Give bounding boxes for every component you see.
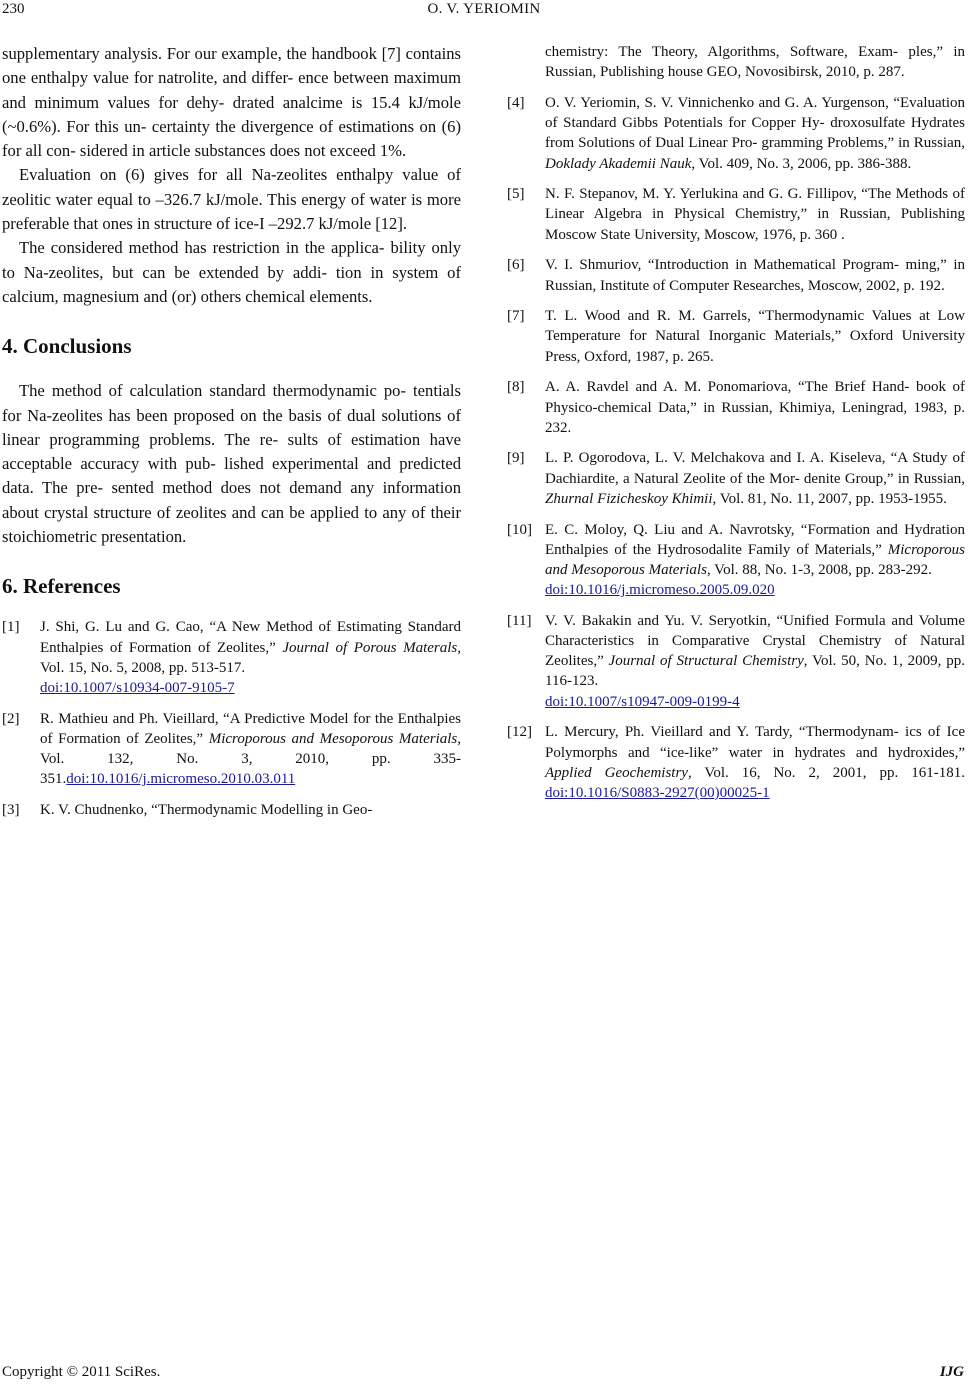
section-heading-references: 6. References	[2, 574, 121, 599]
right-column	[507, 42, 965, 814]
doi-link[interactable]: doi:10.1016/S0883-2927(00)00025-1	[545, 785, 770, 801]
page-number: 230	[2, 1, 25, 17]
reference-11	[507, 611, 965, 712]
reference-text: K. V. Chudnenko, “Thermodynamic Modelling in Geo-	[40, 801, 373, 818]
reference-2	[2, 709, 461, 790]
reference-9	[507, 448, 965, 509]
section-heading-conclusions: 4. Conclusions	[2, 334, 132, 359]
journal-title: Journal of Structural Chemistry	[608, 653, 804, 670]
reference-number: [1]	[2, 619, 20, 636]
journal-abbreviation: IJG	[939, 1364, 964, 1380]
paragraph-restriction: The considered method has restriction in the applica- bility only to Na-zeolites, but can be extended by addi- tion in system of calcium, magnesium and (or) others chemical elements.	[2, 238, 461, 306]
left-column	[2, 42, 461, 831]
reference-number: [3]	[2, 801, 20, 818]
journal-title: Zhurnal Fizicheskoy Khimii	[545, 490, 713, 507]
reference-number: [6]	[507, 257, 525, 274]
running-header-author: O. V. YERIOMIN	[427, 1, 541, 17]
reference-10	[507, 520, 965, 601]
reference-number: [12]	[507, 724, 532, 741]
reference-1	[2, 617, 461, 698]
reference-text: V. V. Bakakin and Yu. V. Seryotkin, “Unified Formula and Volume Characteristics in Comparative Crystal Chemistry of Natural Zeolites,” Journal of Structural Chemistry, Vol. 50, No. 1, 2009, pp. 116-123. doi:10.1007/s10947-009-0199-4	[545, 612, 965, 710]
reference-number: [7]	[507, 308, 525, 325]
reference-text: L. P. Ogorodova, L. V. Melchakova and I. A. Kiseleva, “A Study of Dachiardite, a Natural Zeolite of the Mor- denite Group,” in Russian, Zhurnal Fizicheskoy Khimii, Vol. 81, No. 11, 2007, pp. 1953-1955.	[545, 450, 965, 507]
reference-text: E. C. Moloy, Q. Liu and A. Navrotsky, “Formation and Hydration Enthalpies of the Hydrosodalite Family of Materials,” Microporous and Mesoporous Materials, Vol. 88, No. 1-3, 2008, pp. 283-292. doi:10.1016/j.micromeso.2005.09.020	[545, 521, 965, 599]
reference-text: R. Mathieu and Ph. Vieillard, “A Predictive Model for the Enthalpies of Formation of Zeolites,” Microporous and Mesoporous Materials, Vol. 132, No. 3, 2010, pp. 335-351.doi:10.1016/j.micromeso.2010.03.011	[40, 710, 461, 788]
reference-3-continuation: chemistry: The Theory, Algorithms, Software, Exam- ples,” in Russian, Publishing house GEO, Novosibirsk, 2010, p. 287.	[545, 44, 965, 81]
journal-title: Journal of Porous Materals	[282, 639, 458, 656]
reference-8	[507, 377, 965, 438]
reference-text: N. F. Stepanov, M. Y. Yerlukina and G. G. Fillipov, “The Methods of Linear Algebra in Physical Chemistry,” in Russian, Publishing Moscow State University, Moscow, 1976, p. 360 .	[545, 186, 965, 243]
reference-text: J. Shi, G. Lu and G. Cao, “A New Method of Estimating Standard Enthalpies of Formation of Zeolites,” Journal of Porous Materals, Vol. 15, No. 5, 2008, pp. 513-517. doi:10.1007/s10934-007-9105-7	[40, 619, 461, 696]
copyright-notice: Copyright © 2011 SciRes.	[2, 1364, 161, 1380]
paragraph-evaluation: Evaluation on (6) gives for all Na-zeolites enthalpy value of zeolitic water equal to –326.7 kJ/mole. This energy of water is more preferable that ones in structure of ice-I –292.7 kJ/mole [12].	[2, 165, 461, 234]
reference-number: [8]	[507, 379, 525, 396]
paragraph-analysis: supplementary analysis. For our example, the handbook [7] contains one enthalpy value for natrolite, and differ- ence between maximum and minimum values for dehy- drated analcime is 15.4 kJ/mole (~0.6%). For this un- certainty the divergence of estimations on (6) for all con- sidered in article substances does not exceed 1%.	[2, 44, 461, 161]
doi-link[interactable]: doi:10.1007/s10947-009-0199-4	[545, 693, 740, 710]
doi-link[interactable]: doi:10.1016/j.micromeso.2005.09.020	[545, 582, 775, 599]
journal-title: Microporous and Mesoporous Materials	[208, 730, 458, 747]
reference-text: T. L. Wood and R. M. Garrels, “Thermodynamic Values at Low Temperature for Natural Inorganic Materials,” Oxford University Press, Oxford, 1987, p. 265.	[545, 308, 965, 365]
reference-number: [2]	[2, 710, 20, 727]
journal-title: Applied Geochemistry	[545, 764, 688, 781]
reference-number: [10]	[507, 521, 532, 538]
reference-5	[507, 184, 965, 245]
reference-number: [4]	[507, 94, 525, 111]
reference-text: V. I. Shmuriov, “Introduction in Mathematical Program- ming,” in Russian, Institute of Computer Researches, Moscow, 2002, p. 192.	[545, 257, 965, 294]
reference-6	[507, 255, 965, 295]
doi-link[interactable]: doi:10.1016/j.micromeso.2010.03.011	[66, 771, 296, 788]
reference-text: A. A. Ravdel and A. M. Ponomariova, “The Brief Hand- book of Physico-chemical Data,” in Russian, Khimiya, Leningrad, 1983, p. 232.	[545, 379, 965, 436]
reference-number: [11]	[507, 612, 532, 629]
journal-title: Doklady Akademii Nauk	[545, 155, 692, 172]
reference-text: O. V. Yeriomin, S. V. Vinnichenko and G. A. Yurgenson, “Evaluation of Standard Gibbs Potentials for Copper Hy- droxosulfate Hydrates from Solutions of Dual Linear Pro- gramming Problems,” in Russian, Doklady Akademii Nauk, Vol. 409, No. 3, 2006, pp. 386-388.	[545, 94, 965, 172]
reference-number: [5]	[507, 186, 525, 203]
journal-title: Microporous and Mesoporous Materials	[545, 541, 965, 578]
paragraph-conclusions: The method of calculation standard thermodynamic po- tentials for Na-zeolites has been proposed on the basis of dual solutions of linear programming problems. The re- sults of estimation have acceptable accuracy with pub- lished experimental and predicted data. The pre- sented method does not demand any information about crystal structure of zeolites and can be applied to any of their stoichiometric presentation.	[2, 381, 461, 547]
reference-3	[2, 800, 461, 820]
reference-7	[507, 306, 965, 367]
reference-number: [9]	[507, 450, 525, 467]
reference-12	[507, 722, 965, 803]
reference-4	[507, 93, 965, 174]
doi-link[interactable]: doi:10.1007/s10934-007-9105-7	[40, 679, 235, 696]
reference-text: L. Mercury, Ph. Vieillard and Y. Tardy, “Thermodynam- ics of Ice Polymorphs and “ice-like” water in hydrates and hydroxides,” Applied Geochemistry, Vol. 16, No. 2, 2001, pp. 161-181. doi:10.1016/S0883-2927(00)00025-1	[545, 724, 965, 801]
